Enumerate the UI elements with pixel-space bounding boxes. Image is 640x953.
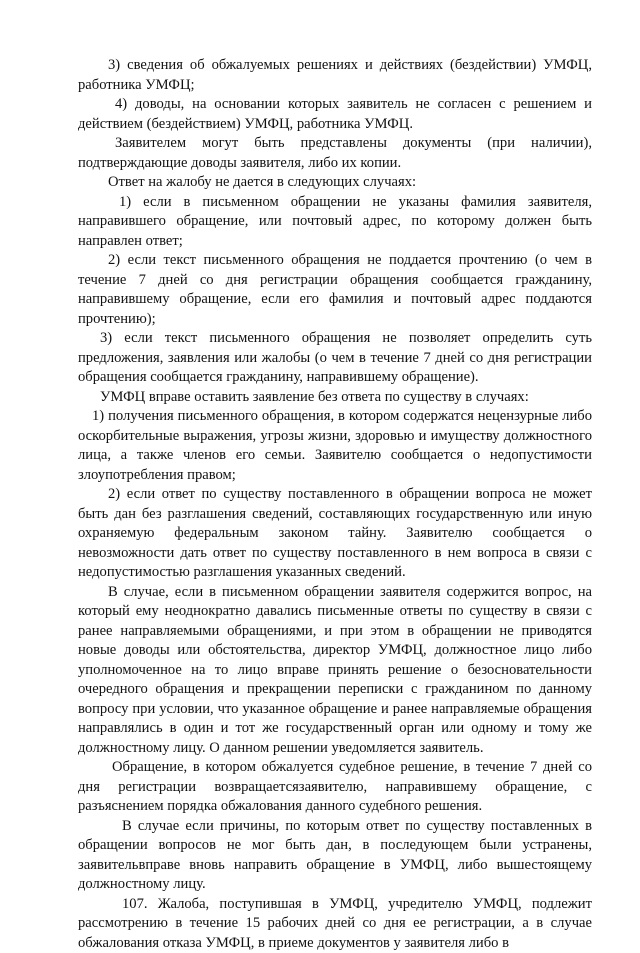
paragraph-reasons-eliminated: В случае если причины, по которым ответ по существу поставленных в обращении вопросов не мог быть дан, в последующем были устранены, заявительвправе вновь направить обращение в УМФЦ, либо вышестоящему должностному лицу. (78, 817, 592, 895)
paragraph-no-answer-heading: Ответ на жалобу не дается в следующих случаях: (78, 173, 592, 193)
paragraph-umfc-right-heading: УМФЦ вправе оставить заявление без ответа по существу в случаях: (78, 388, 592, 408)
paragraph-umfc-right-1: 1) получения письменного обращения, в котором содержатся нецензурные либо оскорбительные выражения, угрозы жизни, здоровью и имуществу должностного лица, а также членов его семьи. Заявителю сообщается о недопустимости злоупотребления правом; (78, 407, 592, 485)
paragraph-umfc-right-2: 2) если ответ по существу поставленного в обращении вопроса не может быть дан без разглашения сведений, составляющих государственную или иную охраняемую федеральным законом тайну. Заявителю сообщается о невозможности дать ответ по существу поставленного в нем вопроса в связи с недопустимостью разглашения указанных сведений. (78, 485, 592, 583)
paragraph-documents: Заявителем могут быть представлены документы (при наличии), подтверждающие доводы заявителя, либо их копии. (78, 134, 592, 173)
paragraph-court-decision: Обращение, в котором обжалуется судебное решение, в течение 7 дней со дня регистрации возвращаетсязаявителю, направившему обращение, с разъяснением порядка обжалования данного судебного решения. (78, 758, 592, 817)
paragraph-107: 107. Жалоба, поступившая в УМФЦ, учредителю УМФЦ, подлежит рассмотрению в течение 15 рабочих дней со дня ее регистрации, а в случае обжалования отказа УМФЦ, в приеме документов у заявителя либо в (78, 895, 592, 953)
paragraph-no-answer-2: 2) если текст письменного обращения не поддается прочтению (о чем в течение 7 дней со дня регистрации обращения сообщается гражданину, направившему обращение, если его фамилия и почтовый адрес поддаются прочтению); (78, 251, 592, 329)
document-body (78, 56, 592, 953)
paragraph-no-answer-3: 3) если текст письменного обращения не позволяет определить суть предложения, заявления или жалобы (о чем в течение 7 дней со дня регистрации обращения сообщается гражданину, направившему обращение). (78, 329, 592, 388)
paragraph-item-3: 3) сведения об обжалуемых решениях и действиях (бездействии) УМФЦ, работника УМФЦ; (78, 56, 592, 95)
paragraph-repeated-appeal: В случае, если в письменном обращении заявителя содержится вопрос, на который ему неоднократно давались письменные ответы по существу в связи с ранее направляемыми обращениями, и при этом в обращении не приводятся новые доводы или обстоятельства, директор УМФЦ, должностное лицо либо уполномоченное на то лицо вправе принять решение о безосновательности очередного обращения и прекращении переписки с гражданином по данному вопросу при условии, что указанное обращение и ранее направляемые обращения направлялись в один и тот же государственный орган или одному и тому же должностному лицу. О данном решении уведомляется заявитель. (78, 583, 592, 759)
paragraph-item-4: 4) доводы, на основании которых заявитель не согласен с решением и действием (бездействием) УМФЦ, работника УМФЦ. (78, 95, 592, 134)
paragraph-no-answer-1: 1) если в письменном обращении не указаны фамилия заявителя, направившего обращение, или почтовый адрес, по которому должен быть направлен ответ; (78, 193, 592, 252)
